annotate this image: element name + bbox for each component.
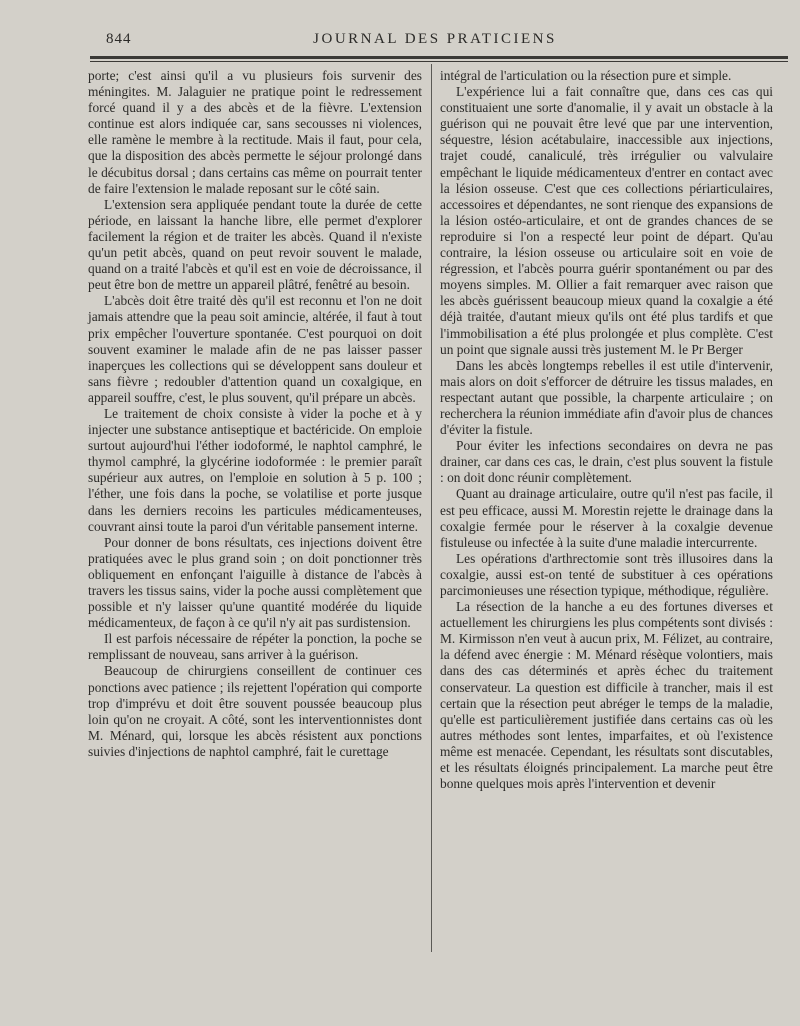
paragraph: L'expérience lui a fait connaître que, dans ces cas qui constituaient une sorte d'anomalie, il y avait un obstacle à la guérison qui ne pouvait être levé que par une intervention, séquestre, lésion acétabulaire, inaccessible aux injections, trajet coudé, canaliculé, très irrégulier ou valvulaire empêchant le liquide médicamenteux d'entrer en contact avec la lésion osseuse. C'est que ces collections périarticulaires, accessoires et dépendantes, ne sont rienque des expansions de la lésion ostéo-articulaire, et ont de grandes chances de se reproduire si l'on a respecté leur point de départ. Qu'au contraire, la lésion osseuse ou articulaire soit en voie de régression, et l'abcès pourra guérir spontanément ou par des moyens simples. M. Ollier a fait remarquer avec raison que les abcès guérissent beaucoup mieux quand la coxalgie a été déjà traitée, d'autant mieux qu'ils ont été plus tardifs et que l'immobilisation a été plus prolongée et plus complète. C'est un point que signale aussi très justement M. le Pr Berger <box>440 84 773 357</box>
paragraph: La résection de la hanche a eu des fortunes diverses et actuellement les chirurgiens les plus compétents sont divisés : M. Kirmisson n'en veut à aucun prix, M. Félizet, au contraire, la défend avec énergie : M. Ménard résèque volontiers, mais dans des cas déterminés et après échec du traitement conservateur. La question est difficile à trancher, mais il est certain que la résection peut abréger le temps de la maladie, qu'elle est particulièrement justifiée dans certains cas où les autres méthodes sont lentes, imparfaites, et où l'existence même est menacée. Cependant, les résultats sont discutables, et les résultats éloignés principalement. La marche peut être bonne quelques mois après l'intervention et devenir <box>440 599 773 792</box>
left-column <box>88 68 422 760</box>
paragraph: intégral de l'articulation ou la résection pure et simple. <box>440 68 732 83</box>
page-header <box>90 28 780 54</box>
paragraph: Quant au drainage articulaire, outre qu'il n'est pas facile, il est peu efficace, aussi M. Morestin rejette le drainage dans la coxalgie fermée pour le réserver à la coxalgie devenue fistuleuse ou infectée à la suite d'une maladie intercurrente. <box>440 486 773 550</box>
header-rule-thin <box>90 61 788 62</box>
paragraph: L'abcès doit être traité dès qu'il est reconnu et l'on ne doit jamais attendre que la peau soit amincie, altérée, il faut à tout prix empêcher l'ouverture spontanée. C'est pourquoi on doit souvent examiner le malade afin de ne pas laisser passer inaperçues les collections qui se développent sans douleur et sans fièvre ; redoubler d'attention quand un coxalgique, en appareil souffre, c'est, le plus souvent, qu'il prépare un abcès. <box>88 293 422 405</box>
page-number: 844 <box>106 31 132 47</box>
right-column <box>440 68 773 792</box>
paragraph: L'extension sera appliquée pendant toute la durée de cette période, en laissant la hanche libre, elle permet d'explorer facilement la région et de traiter les abcès. Quand il n'existe qu'un petit abcès, quand on peut revoir souvent le malade, quand on a traité l'abcès et qu'il est en voie de décroissance, il peut être bon de mettre un appareil plâtré, fenêtré au besoin. <box>88 196 422 293</box>
paragraph: Les opérations d'arthrectomie sont très illusoires dans la coxalgie, aussi est-on tenté de substituer à ces opérations parcimonieuses une résection typique, méthodique, régulière. <box>440 550 773 598</box>
paragraph: Le traitement de choix consiste à vider la poche et à y injecter une substance antiseptique et bactéricide. On emploie surtout aujourd'hui l'éther iodoformé, le naphtol camphré, le thymol camphré, la glycérine iodoformée : le premier paraît supérieur aux autres, on l'emploie en solution à 5 p. 100 ; l'éther, une fois dans la poche, se volatilise et porte jusque dans les derniers recoins les particules médicamenteuses, couvrant ainsi toute la paroi d'un véritable pansement interne. <box>88 405 422 534</box>
header-rule-thick <box>90 56 788 59</box>
paragraph: Pour donner de bons résultats, ces injections doivent être pratiquées avec le plus grand soin ; on doit ponctionner très obliquement en enfonçant l'aiguille à distance de l'abcès à travers les tissus sains, vider la poche aussi complètement que possible et n'y laisser qu'une quantité modérée du liquide médicamenteux, de façon à ce qu'il n'y ait pas surdistension. <box>88 534 422 631</box>
paragraph: Beaucoup de chirurgiens conseillent de continuer ces ponctions avec patience ; ils rejettent l'opération qui comporte trop d'imprévu et doit être souvent poussée beaucoup plus loin qu'on ne croyait. A côté, sont les interventionnistes dont M. Ménard, qui, lorsque les abcès résistent aux ponctions suivies d'injections de naphtol camphré, fait le curettage <box>88 663 422 759</box>
paragraph: porte; c'est ainsi qu'il a vu plusieurs fois survenir des méningites. M. Jalaguier ne pratique point le redressement forcé quand il y a des abcès et de la fièvre. L'extension continue est alors indiquée car, sans secousses ni violences, elle ramène le membre à la rectitude. Mais il faut, pour cela, que la disposition des abcès permette le séjour prolongé dans le décubitus dorsal ; dans certains cas même on pourrait tenter de faire l'extension le malade reposant sur le côté sain. <box>88 68 422 196</box>
paragraph: Il est parfois nécessaire de répéter la ponction, la poche se remplissant de nouveau, sans arriver à la guérison. <box>88 631 422 663</box>
running-title: JOURNAL DES PRATICIENS <box>313 31 557 47</box>
paragraph: Pour éviter les infections secondaires on devra ne pas drainer, car dans ces cas, le drain, c'est plus souvent la fistule : on doit donc réunir complètement. <box>440 438 773 486</box>
paragraph: Dans les abcès longtemps rebelles il est utile d'intervenir, mais alors on doit s'efforcer de détruire les tissus malades, en respectant autant que possible, la charpente articulaire ; on recherchera la réunion immédiate afin d'avoir plus de chances d'éviter la fistule. <box>440 357 773 438</box>
column-divider <box>431 64 432 952</box>
